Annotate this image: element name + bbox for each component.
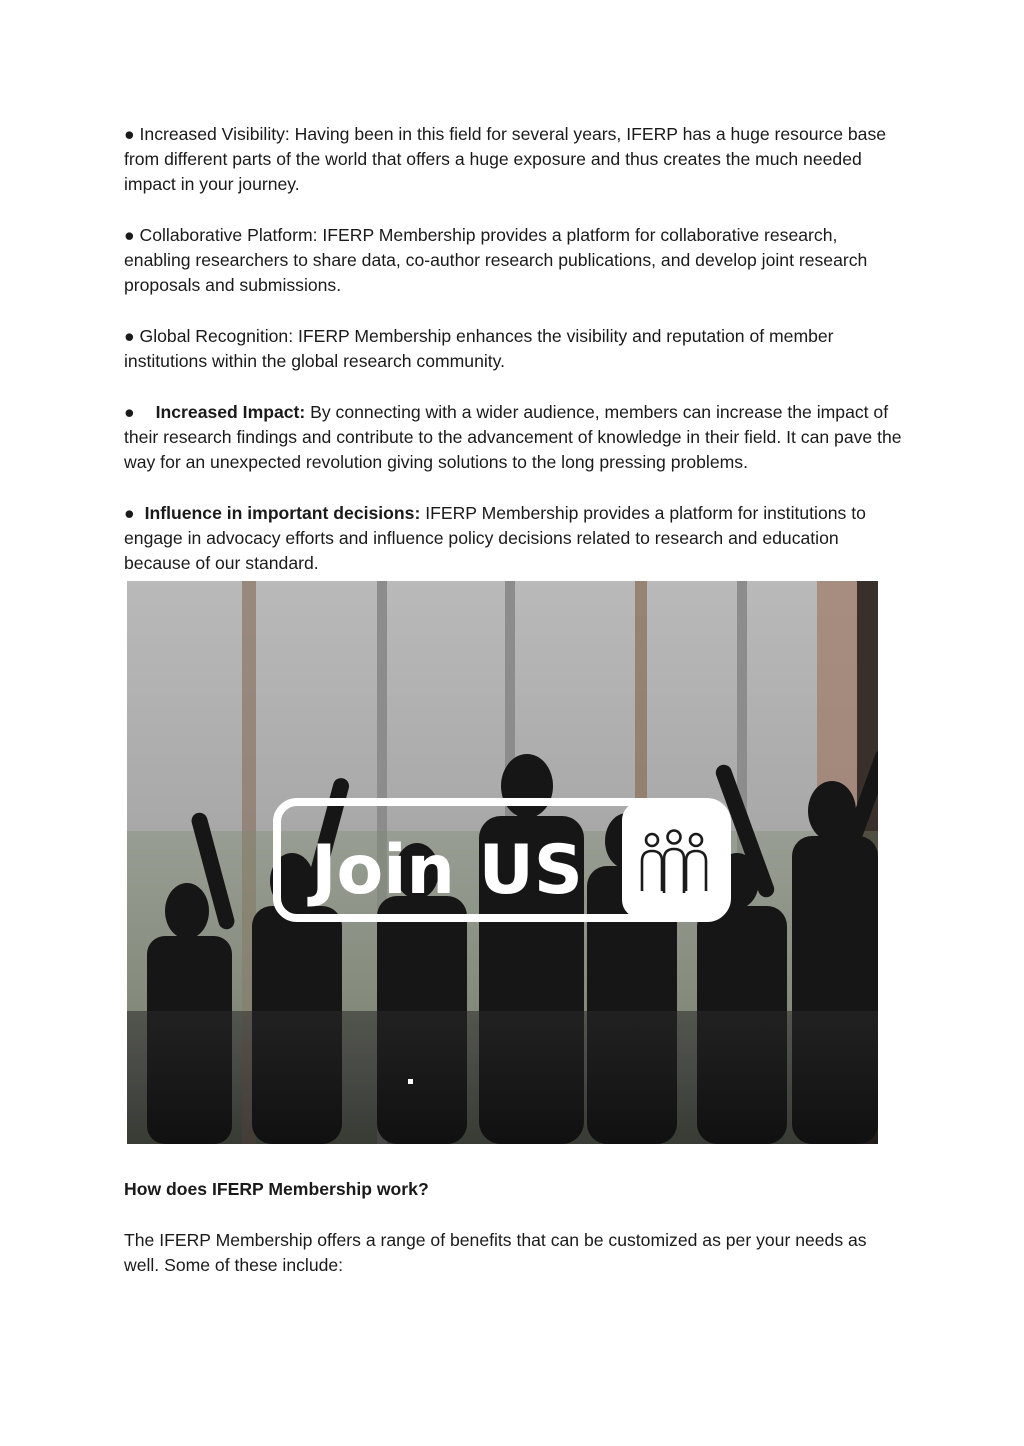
bullet-increased-visibility [124,122,904,197]
section-heading: How does IFERP Membership work? [124,1179,429,1199]
join-us-photo [127,581,878,1144]
bullet-symbol: ● [124,326,135,346]
bullet-symbol: ● [124,124,135,144]
bullet-text: IFERP Membership provides a platform for institutions to engage in advocacy efforts and influence policy decisions related to research and education because of our standard. [124,503,866,573]
bullet-text: Collaborative Platform: IFERP Membership provides a platform for collaborative research, enabling researchers to share data, co-author research publications, and develop joint research proposals and submissions. [124,225,868,295]
bullet-symbol: ● [124,503,135,523]
bullet-bold-lead: Increased Impact: [155,402,306,422]
bullet-text: Increased Visibility: Having been in this field for several years, IFERP has a huge resource base from different parts of the world that offers a huge exposure and thus creates the much needed impact in your journey. [124,124,887,194]
bullet-bold-lead: Influence in important decisions: [144,503,421,523]
bullet-symbol: ● [124,402,135,422]
bullet-text: By connecting with a wider audience, members can increase the impact of their research findings and contribute to the advancement of knowledge in their field. It can pave the way for an unexpected revolution giving solutions to the long pressing problems. [124,402,902,472]
section-body: The IFERP Membership offers a range of benefits that can be customized as per your needs as well. Some of these include: [124,1230,867,1275]
join-us-text: Join US [311,831,583,910]
bullet-text: Global Recognition: IFERP Membership enhances the visibility and reputation of member institutions within the global research community. [124,326,834,371]
bullet-global-recognition [124,324,904,374]
join-us-banner-image [127,581,878,1144]
bullet-influence-decisions [124,501,904,576]
bullet-increased-impact [124,400,904,475]
bullet-symbol: ● [124,225,135,245]
bullet-collaborative-platform [124,223,904,298]
document-page [124,122,904,1304]
